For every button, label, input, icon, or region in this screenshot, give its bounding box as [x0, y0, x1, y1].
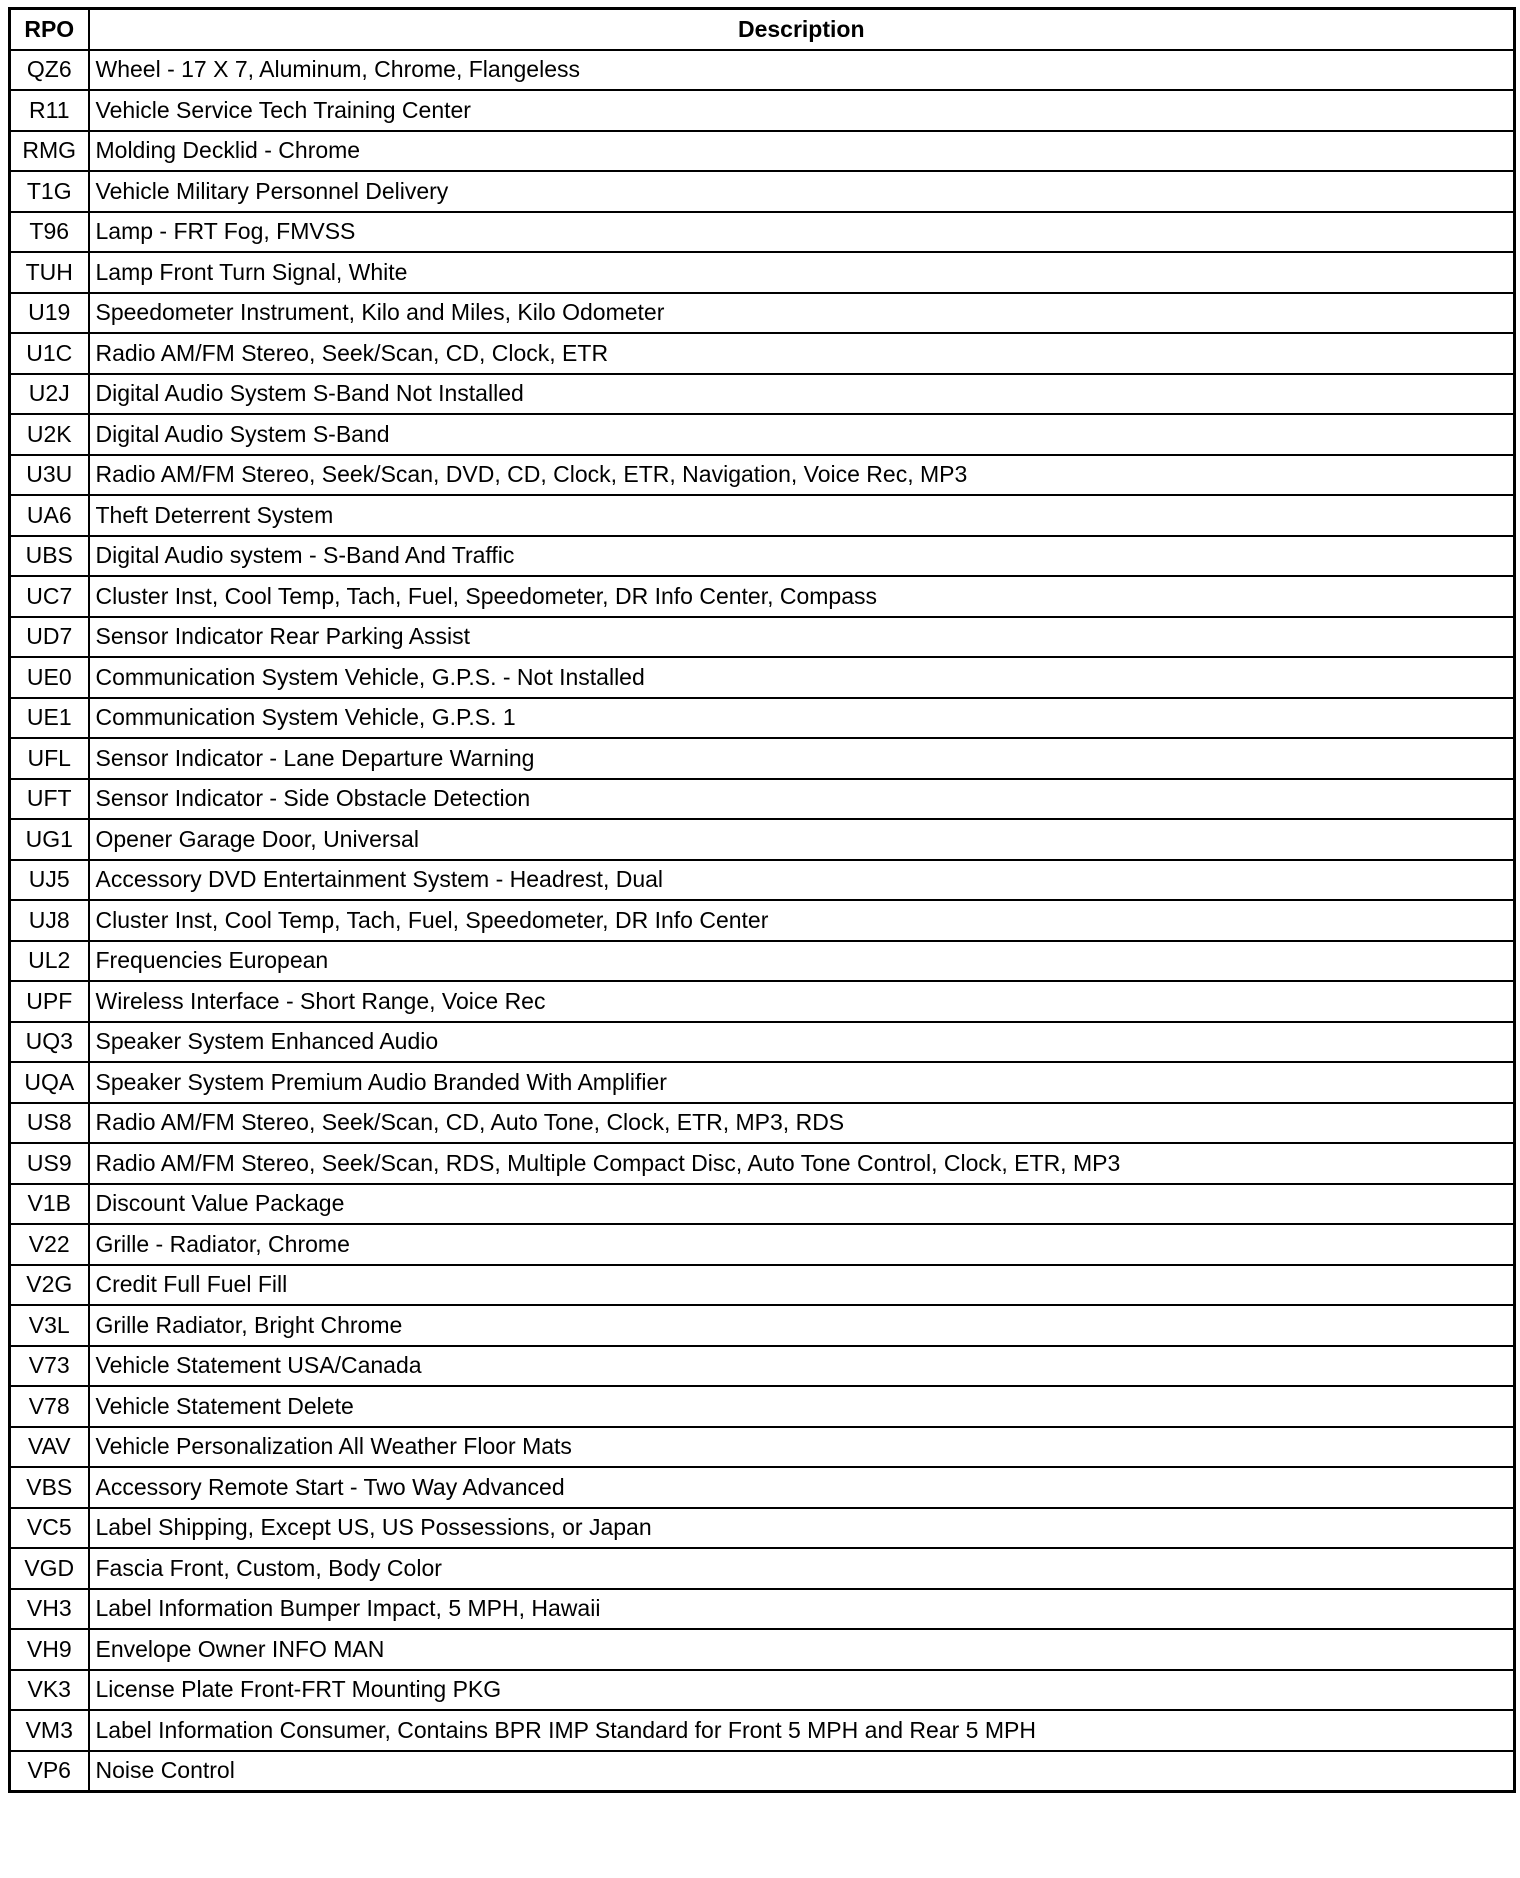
table-row [10, 252, 1515, 293]
rpo-code-cell: UQA [10, 1062, 89, 1103]
rpo-table-container [8, 7, 1513, 1793]
description-cell: Radio AM/FM Stereo, Seek/Scan, RDS, Multiple Compact Disc, Auto Tone Control, Clock, ETR, MP3 [89, 1143, 1515, 1184]
rpo-code-cell: UJ8 [10, 900, 89, 941]
rpo-code-cell: VM3 [10, 1710, 89, 1751]
rpo-code-cell: UPF [10, 981, 89, 1022]
rpo-code-cell: V73 [10, 1346, 89, 1387]
description-cell: Accessory DVD Entertainment System - Headrest, Dual [89, 860, 1515, 901]
table-row [10, 90, 1515, 131]
description-cell: Theft Deterrent System [89, 495, 1515, 536]
description-cell: Frequencies European [89, 941, 1515, 982]
table-body [10, 50, 1515, 1792]
table-row [10, 1305, 1515, 1346]
description-cell: Grille Radiator, Bright Chrome [89, 1305, 1515, 1346]
table-row [10, 657, 1515, 698]
rpo-code-cell: UL2 [10, 941, 89, 982]
rpo-code-cell: UD7 [10, 617, 89, 658]
table-row [10, 333, 1515, 374]
description-cell: Noise Control [89, 1751, 1515, 1792]
description-cell: Vehicle Personalization All Weather Floor Mats [89, 1427, 1515, 1468]
description-cell: Vehicle Service Tech Training Center [89, 90, 1515, 131]
rpo-code-cell: VBS [10, 1467, 89, 1508]
description-cell: Grille - Radiator, Chrome [89, 1224, 1515, 1265]
rpo-code-cell: UQ3 [10, 1022, 89, 1063]
description-cell: Label Information Bumper Impact, 5 MPH, Hawaii [89, 1589, 1515, 1630]
rpo-code-cell: UFT [10, 779, 89, 820]
description-cell: Cluster Inst, Cool Temp, Tach, Fuel, Speedometer, DR Info Center [89, 900, 1515, 941]
rpo-code-cell: US9 [10, 1143, 89, 1184]
description-cell: Vehicle Statement USA/Canada [89, 1346, 1515, 1387]
table-row [10, 1467, 1515, 1508]
description-cell: Radio AM/FM Stereo, Seek/Scan, CD, Clock, ETR [89, 333, 1515, 374]
description-cell: Fascia Front, Custom, Body Color [89, 1548, 1515, 1589]
description-cell: Vehicle Military Personnel Delivery [89, 171, 1515, 212]
description-cell: Wireless Interface - Short Range, Voice Rec [89, 981, 1515, 1022]
description-cell: Wheel - 17 X 7, Aluminum, Chrome, Flangeless [89, 50, 1515, 91]
rpo-code-cell: VK3 [10, 1670, 89, 1711]
rpo-code-cell: VAV [10, 1427, 89, 1468]
table-row [10, 455, 1515, 496]
table-row [10, 1427, 1515, 1468]
table-row [10, 50, 1515, 91]
rpo-code-cell: UJ5 [10, 860, 89, 901]
rpo-code-cell: U2J [10, 374, 89, 415]
description-cell: Lamp Front Turn Signal, White [89, 252, 1515, 293]
table-row [10, 171, 1515, 212]
rpo-code-cell: UFL [10, 738, 89, 779]
description-cell: Sensor Indicator Rear Parking Assist [89, 617, 1515, 658]
table-row [10, 495, 1515, 536]
description-cell: Discount Value Package [89, 1184, 1515, 1225]
table-row [10, 779, 1515, 820]
table-header-row [10, 9, 1515, 50]
rpo-code-cell: UA6 [10, 495, 89, 536]
rpo-code-cell: V3L [10, 1305, 89, 1346]
rpo-table [8, 7, 1516, 1793]
description-cell: Envelope Owner INFO MAN [89, 1629, 1515, 1670]
description-cell: Opener Garage Door, Universal [89, 819, 1515, 860]
rpo-code-cell: VH9 [10, 1629, 89, 1670]
description-cell: Sensor Indicator - Lane Departure Warning [89, 738, 1515, 779]
description-cell: Credit Full Fuel Fill [89, 1265, 1515, 1306]
rpo-code-cell: UC7 [10, 576, 89, 617]
description-cell: Digital Audio system - S-Band And Traffic [89, 536, 1515, 577]
rpo-code-cell: UE0 [10, 657, 89, 698]
rpo-code-cell: V1B [10, 1184, 89, 1225]
description-cell: Lamp - FRT Fog, FMVSS [89, 212, 1515, 253]
table-row [10, 293, 1515, 334]
header-description: Description [89, 9, 1515, 50]
description-cell: Communication System Vehicle, G.P.S. 1 [89, 698, 1515, 739]
header-rpo: RPO [10, 9, 89, 50]
table-row [10, 1670, 1515, 1711]
description-cell: Digital Audio System S-Band [89, 414, 1515, 455]
rpo-code-cell: RMG [10, 131, 89, 172]
table-row [10, 738, 1515, 779]
table-row [10, 941, 1515, 982]
table-row [10, 1224, 1515, 1265]
rpo-code-cell: QZ6 [10, 50, 89, 91]
rpo-code-cell: VH3 [10, 1589, 89, 1630]
table-row [10, 819, 1515, 860]
rpo-code-cell: VC5 [10, 1508, 89, 1549]
description-cell: Molding Decklid - Chrome [89, 131, 1515, 172]
rpo-code-cell: UG1 [10, 819, 89, 860]
table-row [10, 536, 1515, 577]
table-row [10, 617, 1515, 658]
rpo-code-cell: VP6 [10, 1751, 89, 1792]
description-cell: Cluster Inst, Cool Temp, Tach, Fuel, Speedometer, DR Info Center, Compass [89, 576, 1515, 617]
rpo-code-cell: R11 [10, 90, 89, 131]
description-cell: Speedometer Instrument, Kilo and Miles, Kilo Odometer [89, 293, 1515, 334]
table-row [10, 576, 1515, 617]
description-cell: Vehicle Statement Delete [89, 1386, 1515, 1427]
table-row [10, 1508, 1515, 1549]
description-cell: Radio AM/FM Stereo, Seek/Scan, CD, Auto Tone, Clock, ETR, MP3, RDS [89, 1103, 1515, 1144]
rpo-code-cell: V78 [10, 1386, 89, 1427]
table-row [10, 1103, 1515, 1144]
table-row [10, 1265, 1515, 1306]
rpo-code-cell: TUH [10, 252, 89, 293]
description-cell: Label Shipping, Except US, US Possessions, or Japan [89, 1508, 1515, 1549]
table-row [10, 900, 1515, 941]
table-row [10, 1751, 1515, 1792]
description-cell: Speaker System Enhanced Audio [89, 1022, 1515, 1063]
table-row [10, 1710, 1515, 1751]
table-row [10, 1022, 1515, 1063]
table-row [10, 131, 1515, 172]
table-row [10, 698, 1515, 739]
description-cell: Communication System Vehicle, G.P.S. - Not Installed [89, 657, 1515, 698]
table-row [10, 1143, 1515, 1184]
rpo-code-cell: U2K [10, 414, 89, 455]
table-row [10, 1548, 1515, 1589]
table-row [10, 981, 1515, 1022]
description-cell: Sensor Indicator - Side Obstacle Detection [89, 779, 1515, 820]
table-row [10, 1589, 1515, 1630]
table-row [10, 860, 1515, 901]
description-cell: Radio AM/FM Stereo, Seek/Scan, DVD, CD, Clock, ETR, Navigation, Voice Rec, MP3 [89, 455, 1515, 496]
rpo-code-cell: U3U [10, 455, 89, 496]
table-row [10, 414, 1515, 455]
table-row [10, 1184, 1515, 1225]
table-row [10, 1386, 1515, 1427]
table-row [10, 374, 1515, 415]
description-cell: License Plate Front-FRT Mounting PKG [89, 1670, 1515, 1711]
rpo-code-cell: US8 [10, 1103, 89, 1144]
rpo-code-cell: T96 [10, 212, 89, 253]
table-row [10, 1346, 1515, 1387]
rpo-code-cell: U1C [10, 333, 89, 374]
description-cell: Digital Audio System S-Band Not Installed [89, 374, 1515, 415]
table-row [10, 1629, 1515, 1670]
description-cell: Speaker System Premium Audio Branded With Amplifier [89, 1062, 1515, 1103]
rpo-code-cell: U19 [10, 293, 89, 334]
description-cell: Label Information Consumer, Contains BPR IMP Standard for Front 5 MPH and Rear 5 MPH [89, 1710, 1515, 1751]
rpo-code-cell: T1G [10, 171, 89, 212]
rpo-code-cell: UE1 [10, 698, 89, 739]
description-cell: Accessory Remote Start - Two Way Advanced [89, 1467, 1515, 1508]
rpo-code-cell: V2G [10, 1265, 89, 1306]
rpo-code-cell: UBS [10, 536, 89, 577]
table-row [10, 212, 1515, 253]
rpo-code-cell: VGD [10, 1548, 89, 1589]
rpo-code-cell: V22 [10, 1224, 89, 1265]
table-row [10, 1062, 1515, 1103]
